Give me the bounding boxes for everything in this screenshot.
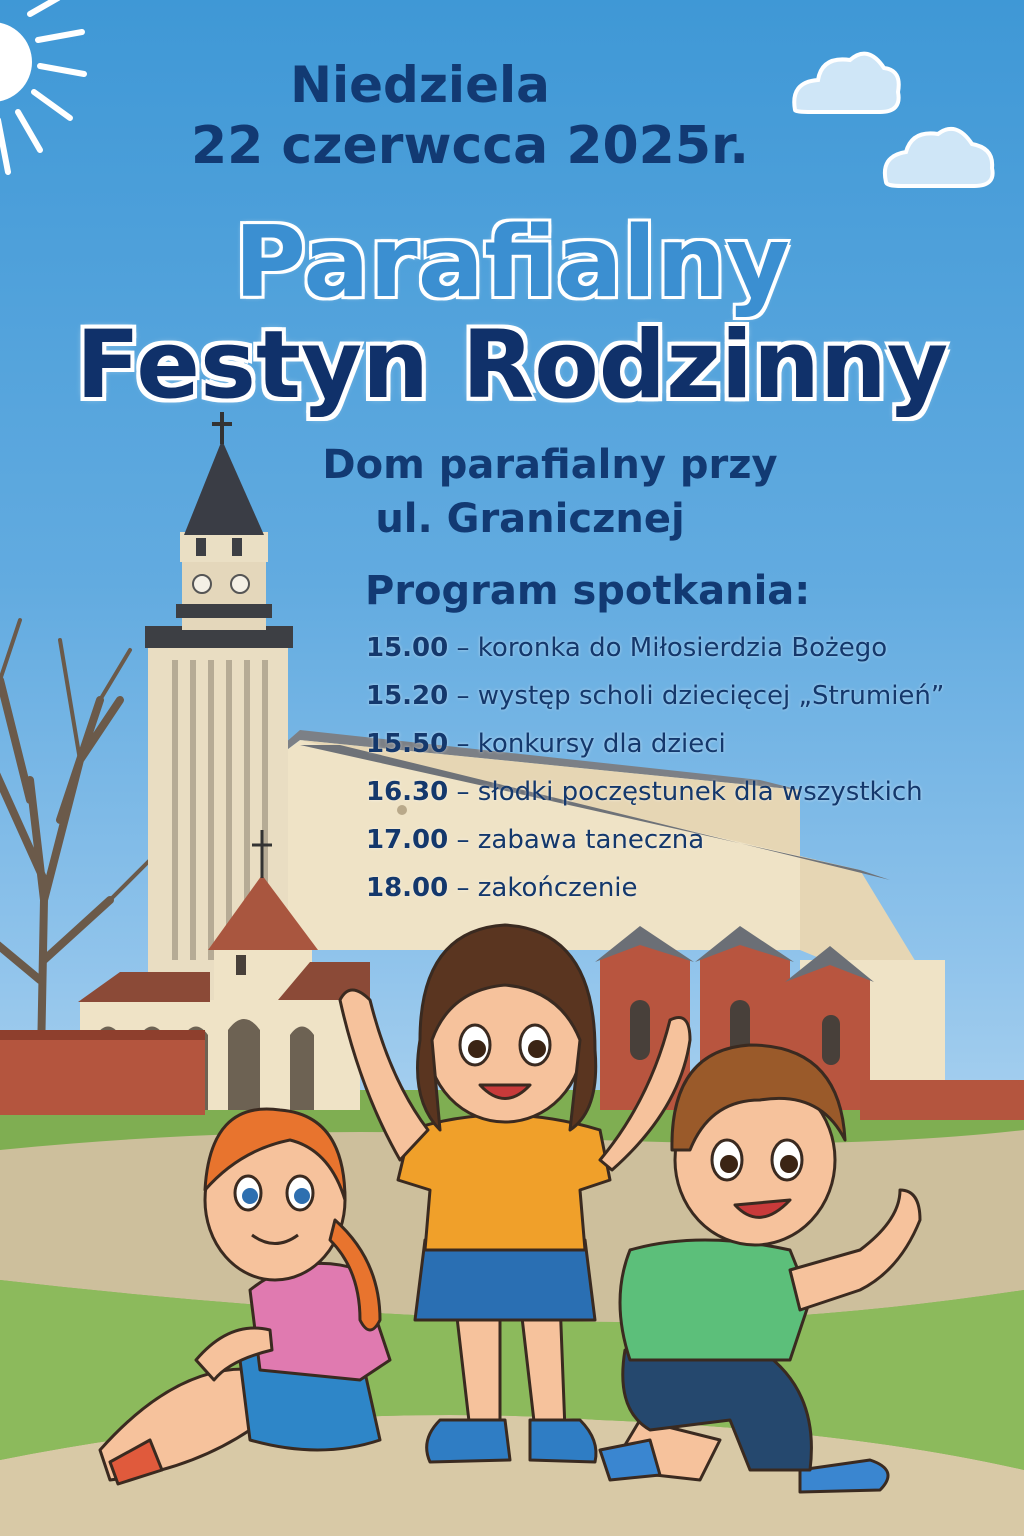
- title-line-2: Festyn Rodzinny: [75, 311, 949, 420]
- program-item: 18.00 – zakończenie: [366, 873, 638, 903]
- program-event: konkursy dla dzieci: [477, 729, 726, 759]
- event-date: 22 czerwcca 2025r.: [190, 116, 750, 176]
- program-event: słodki poczęstunek dla wszystkich: [477, 777, 923, 807]
- event-day: Niedziela: [290, 56, 550, 114]
- program-item: 15.50 – konkursy dla dzieci: [366, 729, 726, 759]
- sun-icon: [0, 0, 84, 172]
- program-time: 17.00: [366, 825, 449, 855]
- title-line-1: Parafialny: [234, 206, 790, 320]
- program-time: 15.20: [366, 681, 449, 711]
- program-event: występ scholi dziecięcej „Strumień”: [477, 681, 945, 711]
- venue-line-1: Dom parafialny przy: [322, 442, 778, 488]
- program-heading: Program spotkania:: [365, 568, 811, 614]
- program-event: zabawa taneczna: [477, 825, 705, 855]
- program-list: [366, 624, 1006, 912]
- venue-line-2: ul. Granicznej: [375, 496, 685, 542]
- program-time: 15.50: [366, 729, 449, 759]
- cloud-icon: [794, 54, 898, 112]
- program-item: 16.30 – słodki poczęstunek dla wszystkich: [366, 777, 923, 807]
- cloud-icon: [885, 129, 993, 186]
- program-event: zakończenie: [477, 873, 638, 903]
- program-item: 17.00 – zabawa taneczna: [366, 825, 705, 855]
- program-item: 15.00 – koronka do Miłosierdzia Bożego: [366, 633, 888, 663]
- program-time: 18.00: [366, 873, 449, 903]
- program-time: 16.30: [366, 777, 449, 807]
- program-event: koronka do Miłosierdzia Bożego: [477, 633, 888, 663]
- program-item: 15.20 – występ scholi dziecięcej „Strumień”: [366, 681, 945, 711]
- program-time: 15.00: [366, 633, 449, 663]
